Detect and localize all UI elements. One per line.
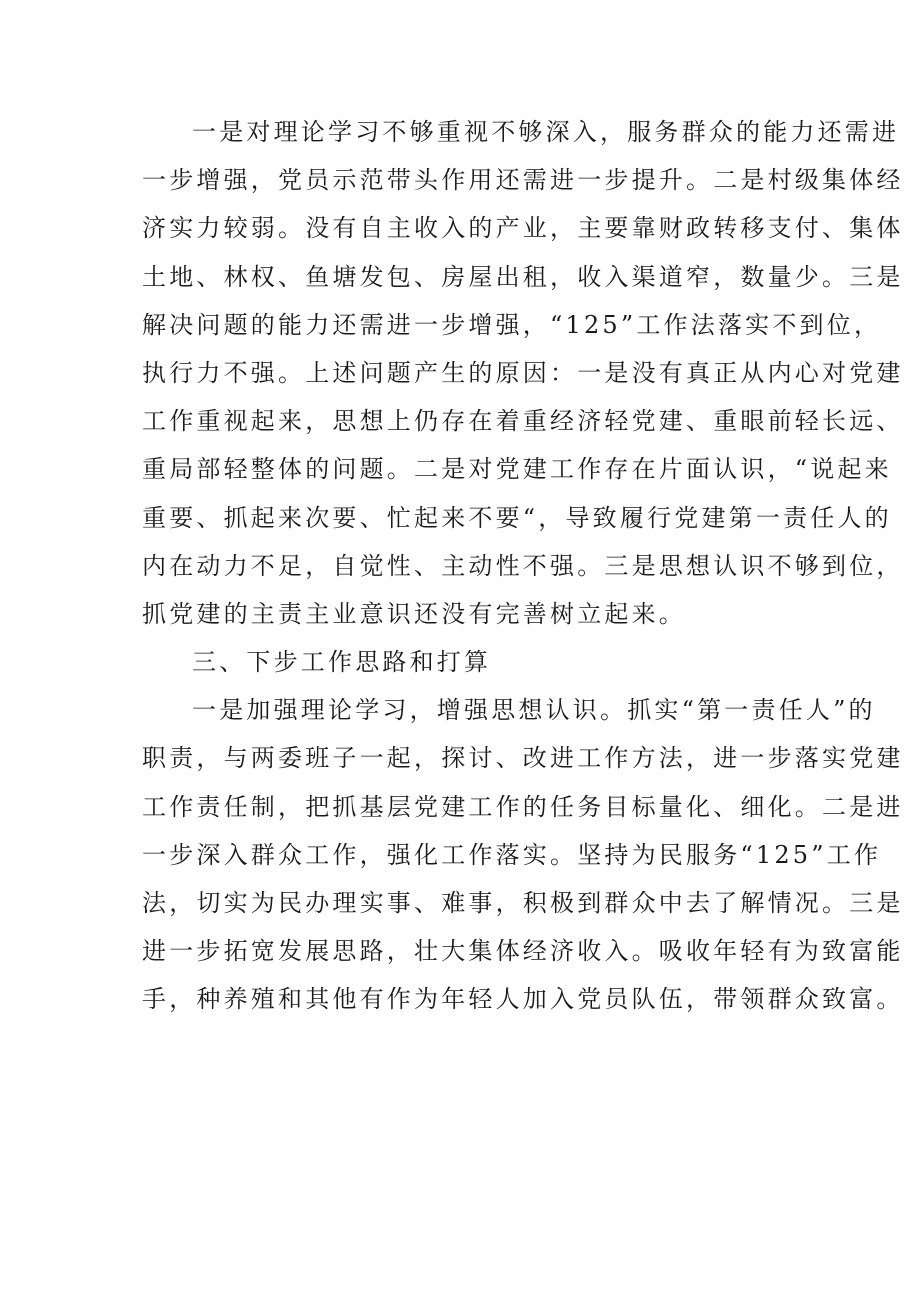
paragraph-problems-causes	[142, 108, 904, 638]
text-line: 工作重视起来，思想上仍存在着重经济轻党建、重眼前轻长远、	[142, 407, 904, 436]
text-line: 工作责任制，把抓基层党建工作的任务目标量化、细化。二是进	[142, 792, 904, 821]
text-line: 手，种养殖和其他有作为年轻人加入党员队伍，带领群众致富。	[142, 985, 904, 1014]
text-line: 法，切实为民办理实事、难事，积极到群众中去了解情况。三是	[142, 889, 904, 917]
text-line: 执行力不强。上述问题产生的原因：一是没有真正从内心对党建	[142, 358, 904, 387]
text-line: 重局部轻整体的问题。二是对党建工作存在片面认识，“说起来	[142, 455, 892, 484]
text-line: 一步深入群众工作，强化工作落实。坚持为民服务“125”工作	[142, 840, 882, 869]
document-body	[142, 108, 904, 1024]
text-line: 一是加强理论学习，增强思想认识。抓实“第一责任人”的	[192, 696, 876, 725]
text-line: 职责，与两委班子一起，探讨、改进工作方法，进一步落实党建	[142, 744, 904, 773]
text-line: 一步增强，党员示范带头作用还需进一步提升。二是村级集体经	[142, 166, 904, 195]
text-line: 内在动力不足，自觉性、主动性不强。三是思想认识不够到位，	[142, 551, 904, 580]
text-line: 土地、林权、鱼塘发包、房屋出租，收入渠道窄，数量少。三是	[142, 262, 904, 291]
text-line: 济实力较弱。没有自主收入的产业，主要靠财政转移支付、集体	[142, 214, 904, 243]
paragraph-next-steps	[142, 686, 904, 1023]
text-line: 解决问题的能力还需进一步增强，“125”工作法落实不到位，	[142, 310, 882, 339]
section-heading: 三、下步工作思路和打算	[192, 648, 492, 677]
text-line: 进一步拓宽发展思路，壮大集体经济收入。吸收年轻有为致富能	[142, 937, 904, 966]
text-line: 重要、抓起来次要、忙起来不要“，导致履行党建第一责任人的	[142, 503, 892, 532]
text-line: 抓党建的主责主业意识还没有完善树立起来。	[142, 599, 686, 628]
text-line: 一是对理论学习不够重视不够深入，服务群众的能力还需进	[192, 118, 900, 146]
